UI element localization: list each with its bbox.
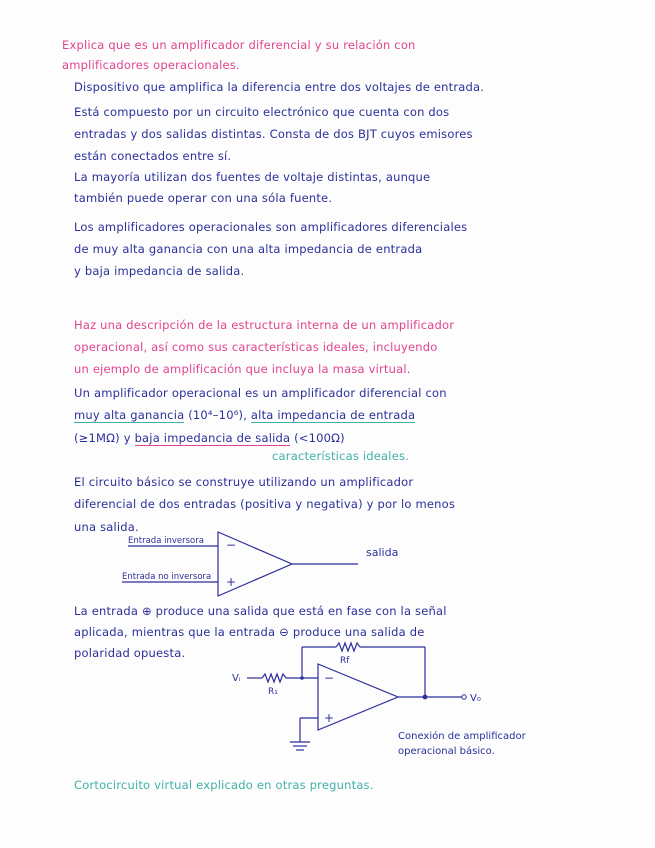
vo-terminal <box>462 695 466 699</box>
answer-1-line-6: también puede operar con una sóla fuente. <box>74 191 333 205</box>
noninverting-input-label: Entrada no inversora <box>122 572 212 582</box>
input-impedance-value: (≥1MΩ) y <box>74 431 135 445</box>
question-2-line-3: un ejemplo de amplificación que incluya la masa virtual. <box>74 362 411 376</box>
answer-1-line-9: y baja impedancia de salida. <box>74 264 245 278</box>
answer-1-line-8: de muy alta ganancia con una alta impedancia de entrada <box>74 242 423 256</box>
circuit-intro-line-2: diferencial de dos entradas (positiva y negativa) y por lo menos <box>74 497 456 511</box>
circuit-intro-line-3: una salida. <box>74 520 139 534</box>
circuit-caption-line-1: Conexión de amplificador <box>398 731 526 742</box>
output-node <box>423 695 428 700</box>
amp-minus-sign: − <box>324 671 335 685</box>
amp-plus-sign: + <box>324 711 335 725</box>
answer-1-line-5: La mayoría utilizan dos fuentes de voltaje distintas, aunque <box>74 170 431 184</box>
output-impedance-value: (<100Ω) <box>290 431 345 445</box>
high-input-impedance-highlight: alta impedancia de entrada <box>250 408 416 422</box>
explanation-line-3: polaridad opuesta. <box>74 646 186 660</box>
minus-sign: − <box>226 538 237 552</box>
question-2-line-2: operacional, así como sus características ideales, incluyendo <box>74 340 438 354</box>
virtual-short-note: Cortocircuito virtual explicado en otras preguntas. <box>74 778 374 792</box>
vi-label: Vᵢ <box>232 673 241 684</box>
rf-label: Rf <box>340 656 350 666</box>
answer-1-line-7: Los amplificadores operacionales son amplificadores diferenciales <box>74 220 468 234</box>
explanation-line-1: La entrada ⊕ produce una salida que está en fase con la señal <box>74 604 447 618</box>
answer-1-line-4: están conectados entre sí. <box>74 149 232 163</box>
r1-resistor <box>262 674 286 682</box>
vo-label: V₀ <box>470 693 481 704</box>
gain-range: (10⁴–10⁶), <box>184 408 251 422</box>
answer-2-line-1: Un amplificador operacional es un amplificador diferencial con <box>74 386 447 400</box>
answer-1-line-3: entradas y dos salidas distintas. Consta de dos BJT cuyos emisores <box>74 127 473 141</box>
low-output-impedance-highlight: baja impedancia de salida <box>134 431 291 445</box>
question-2-line-1: Haz una descripción de la estructura interna de un amplificador <box>74 318 455 332</box>
question-1-line-2: amplificadores operacionales. <box>62 58 240 72</box>
answer-1-line-2: Está compuesto por un circuito electrónico que cuenta con dos <box>74 105 450 119</box>
circuit-intro-line-1: El circuito básico se construye utilizando un amplificador <box>74 475 414 489</box>
explanation-line-2: aplicada, mientras que la entrada ⊖ produce una salida de <box>74 625 425 639</box>
output-label: salida <box>366 546 399 559</box>
answer-1-line-1: Dispositivo que amplifica la diferencia entre dos voltajes de entrada. <box>74 80 485 94</box>
question-1-line-1: Explica que es un amplificador diferencial y su relación con <box>62 38 416 52</box>
rf-resistor <box>336 643 360 651</box>
r1-label: R₁ <box>268 687 278 697</box>
plus-sign: + <box>226 575 237 589</box>
circuit-caption-line-2: operacional básico. <box>398 746 495 757</box>
ideal-characteristics-label: características ideales. <box>272 449 410 463</box>
input-node <box>300 676 304 680</box>
high-gain-highlight: muy alta ganancia <box>74 408 185 422</box>
inverting-input-label: Entrada inversora <box>128 536 204 546</box>
